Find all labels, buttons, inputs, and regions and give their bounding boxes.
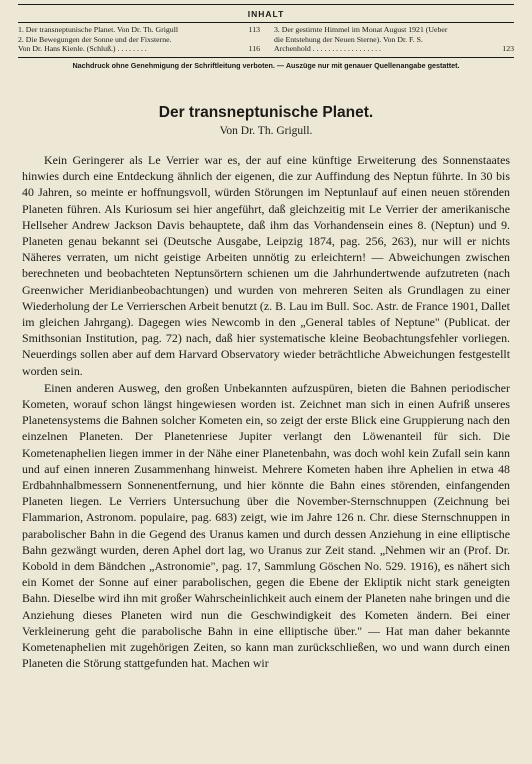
toc-entry-text: die Entstehung der Neuen Sterne). Von Dr. F. S. xyxy=(274,34,423,44)
toc-entry-text: Von Dr. Hans Kienle. (Schluß.) . . . . . . . . xyxy=(18,44,147,53)
toc-entry-text: 3. Der gestirnte Himmel im Monat August 1921 (Ueber xyxy=(274,25,448,34)
article-author: Von Dr. Th. Grigull. xyxy=(219,125,313,137)
toc-entry-page: 113 xyxy=(248,25,260,34)
article-title: Der transneptunische Planet. xyxy=(158,104,374,121)
paragraph: Kein Geringerer als Le Verrier war es, der auf eine künftige Erweiterung des Sonnenstaates hinwies durch eine Entdeckung ähnlich der eigenen, die zur Auffindung des Neptun führte. In 30 bis 40 Jahren, so meinte er hoffnungsvoll, würden Störungen im Neptunlauf auf einen neuen störenden Planeten führen. Als Kuriosum sei hier angeführt, daß gleichzeitig mit Le Verrier der amerikanische Hellseher Andrew Jackson Davis behauptete, daß ihm das Vorhandensein eines 8. (Neptun) und 9. Planeten genau bekannt sei (Deutsche Ausgabe, Leipzig 1874, pag. 256, 263), nur will er nichts Näheres verraten, um nicht geistige Arbeiten unnötig zu erleichtern! — Abweichungen zwischen berechneten und beobachteten Neptunsörtern schienen um die Jahrhundertwende aufzutreten (nach Greenwicher Meridianbeobachtungen) und wurden von mehreren Seiten als Grundlagen zu einer Wiederholung der Le Verrierschen Arbeit benutzt (z. B. Lau im Bull. Soc. Astr. de France 1901, Dallet im gleichen Jahrgang). Dagegen wies Newcomb in den „General tables of Neptune" (Publicat. der Smithsonian Institution, pag. 72) nach, daß hier systematische kleine Beobachtungsfehler vorliegen. Neuerdings sollen aber auf dem Harvard Observatory wieder beträchtliche Abweichungen festgestellt worden sein. xyxy=(22,153,510,378)
toc-entry-text: Archenhold . . . . . . . . . . . . . . . . . . xyxy=(274,44,381,53)
toc-entry[interactable] xyxy=(274,35,514,45)
toc-entry[interactable] xyxy=(274,44,514,54)
paragraph: Einen anderen Ausweg, den großen Unbekannten aufzuspüren, bieten die Bahnen periodischer Kometen, worauf schon längst hingewiesen worden ist. Zeichnet man sich in einen Aufriß unseres Planetensystems die Bahnen solcher Kometen ein, so zeigt der erste Blick eine Gruppierung nach den einzelnen Planeten. Der Planetenriese Jupiter verlangt den Löwenanteil für sich. Die Kometenaphelien liegen immer in der Nähe einer Planetenbahn, was doch wohl kein Zufall sein kann und auf einen inneren Zusammenhang hinweist. Mehrere Kometen haben ihre Aphelien in etwa 48 Erdbahnhalbmessern Sonnenentfernung, und hier könnte die Bahn eines störenden, einfangenden Planeten liegen. Le Verriers Untersuchung über die November-Sternschnuppen (Zeichnung bei Flammarion, Astronom. populaire, pag. 683) zeigt, wie im Jahre 126 n. Chr. diese Sternschnuppen in parabolischer Bahn in die Gegend des Uranus kamen und durch dessen Anziehung in eine elliptische Bahn gezwängt wurden, deren Aphel dort lag, wo Uranus zur Zeit stand. „Nehmen wir an (Prof. Dr. Kobold in dem Bändchen „Astronomie", pag. 17, Sammlung Göschen No. 529. 1916), es nähert sich ein Komet der Sonne auf einer parabolischen, gegen die Ebene der Ekliptik nicht stark geneigten Bahn. Dieselbe wird ihn mit großer Wahrscheinlichkeit auch einem der Planeten nahe bringen und die Anziehung dieses Planeten wird nun die Geschwindigkeit des Kometen ändern. Bei einer Verkleinerung geht die parabolische Bahn in eine elliptische über." — Hat man daher bekannte Kometenaphelien mit zugehörigen Zeiten, so kann man zurückschließen, wo und wann durch einen Planeten die Störung stattgefunden hat. Machen wir xyxy=(22,380,510,671)
toc-entry[interactable] xyxy=(274,25,514,35)
table-of-contents xyxy=(18,4,514,70)
toc-entry-page: 116 xyxy=(248,44,260,53)
reprint-notice: Nachdruck ohne Genehmigung der Schriftleitung verboten. — Auszüge nur mit genauer Quellenangabe gestattet. xyxy=(18,57,514,70)
toc-entry-text: 2. Die Bewegungen der Sonne und der Fixsterne. xyxy=(18,34,172,44)
toc-heading: INHALT xyxy=(18,4,514,23)
toc-entry-text: 1. Der transneptunische Planet. Von Dr. Th. Grigull xyxy=(18,25,179,34)
toc-entry-page: 123 xyxy=(502,44,514,53)
toc-entry[interactable] xyxy=(18,44,260,54)
toc-entry[interactable] xyxy=(18,25,260,35)
toc-left-column xyxy=(18,25,266,54)
article xyxy=(22,104,510,672)
toc-right-column xyxy=(266,25,514,54)
toc-columns xyxy=(18,23,514,54)
toc-entry[interactable] xyxy=(18,35,260,45)
